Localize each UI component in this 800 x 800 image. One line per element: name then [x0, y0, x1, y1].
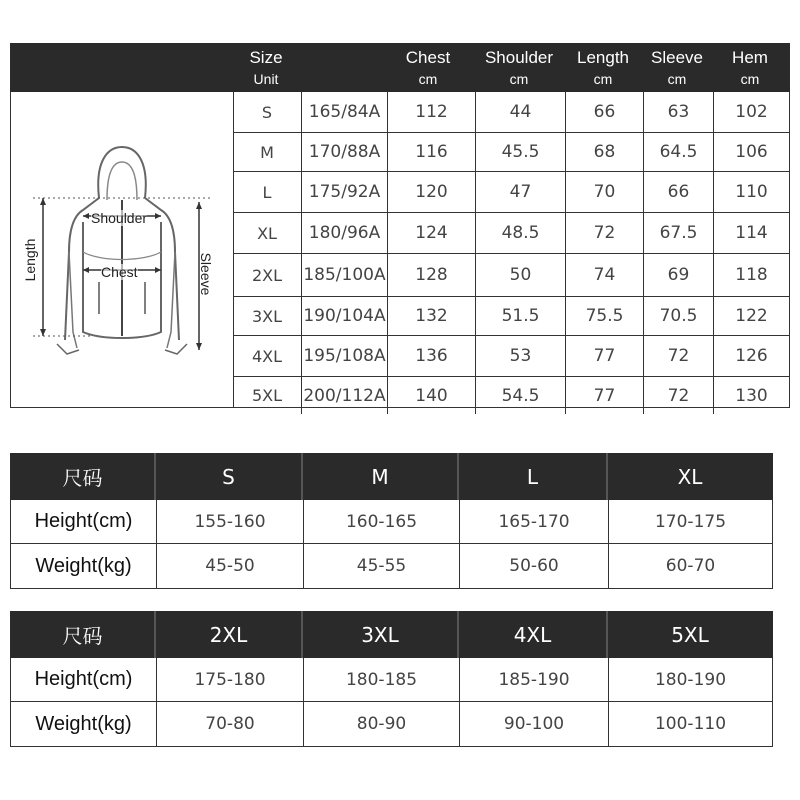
- fit-row-label: Height(cm): [34, 510, 133, 532]
- size-cell-sleeve: 67.5: [643, 213, 713, 253]
- fit-header-size: S: [222, 464, 235, 489]
- size-cell-shoulder: 54.5: [475, 377, 565, 414]
- fit-header-size: M: [371, 464, 389, 489]
- size-cell-sleeve: 70.5: [643, 297, 713, 335]
- fit-row-label: Weight(kg): [35, 712, 132, 735]
- fit-header-size: 3XL: [361, 622, 399, 647]
- fit-cell-weight: 70-80: [156, 702, 303, 746]
- fit-cell-weight: 45-50: [156, 544, 303, 588]
- fit-header-size-label: 尺码: [62, 624, 103, 648]
- size-cell-fit: 190/104A: [301, 297, 387, 335]
- size-cell-length: 75.5: [565, 297, 643, 335]
- size-cell-fit: 195/108A: [301, 336, 387, 376]
- header-shoulder: [474, 43, 564, 92]
- size-cell-length: 66: [565, 92, 643, 132]
- fit-cell-height: 175-180: [156, 658, 303, 701]
- size-cell-shoulder: 51.5: [475, 297, 565, 335]
- header-size: [232, 43, 300, 92]
- size-cell-hem: 102: [713, 92, 789, 132]
- size-cell-chest: 128: [387, 254, 475, 296]
- size-cell-fit: 180/96A: [301, 213, 387, 253]
- size-row: [233, 336, 789, 377]
- fit-cell-height: 165-170: [459, 500, 608, 543]
- size-cell-shoulder: 47: [475, 172, 565, 212]
- fit-header-size-label: 尺码: [62, 466, 103, 490]
- fit-cell-height: 160-165: [303, 500, 459, 543]
- size-cell-shoulder: 53: [475, 336, 565, 376]
- fit-cell-height: 180-185: [303, 658, 459, 701]
- header-unit-label: Unit: [253, 70, 279, 87]
- header-size-label: Size: [249, 47, 283, 67]
- size-row: [233, 377, 789, 414]
- size-row: [233, 92, 789, 133]
- header-shoulder-unit: cm: [509, 70, 529, 87]
- size-cell-hem: 106: [713, 133, 789, 171]
- header-chest-unit: cm: [418, 70, 438, 87]
- size-cell-shoulder: 48.5: [475, 213, 565, 253]
- size-cell-length: 68: [565, 133, 643, 171]
- size-chart-header: [10, 43, 790, 92]
- size-cell-size: 4XL: [251, 346, 283, 366]
- header-sleeve: [642, 43, 712, 92]
- fit-row-weight: [10, 544, 773, 589]
- fit-cell-height: 155-160: [156, 500, 303, 543]
- size-cell-hem: 126: [713, 336, 789, 376]
- fit-table-2: [10, 611, 773, 746]
- size-cell-chest: 124: [387, 213, 475, 253]
- size-chart-body: [10, 92, 790, 408]
- size-cell-sleeve: 64.5: [643, 133, 713, 171]
- fit-header-size: 4XL: [513, 622, 552, 647]
- size-cell-chest: 132: [387, 297, 475, 335]
- size-cell-chest: 136: [387, 336, 475, 376]
- fit-row-label: Height(cm): [34, 668, 133, 690]
- fit-row-height: [10, 500, 773, 544]
- size-cell-size: M: [260, 142, 274, 162]
- header-chest: [386, 43, 470, 92]
- size-cell-chest: 120: [387, 172, 475, 212]
- size-cell-shoulder: 50: [475, 254, 565, 296]
- size-cell-sleeve: 72: [643, 377, 713, 414]
- fit-cell-weight: 80-90: [303, 702, 459, 746]
- header-shoulder-label: Shoulder: [484, 47, 554, 67]
- size-row: [233, 254, 789, 297]
- size-cell-fit: 175/92A: [301, 172, 387, 212]
- size-cell-sleeve: 69: [643, 254, 713, 296]
- chest-label: Chest: [101, 264, 138, 280]
- size-cell-hem: 114: [713, 213, 789, 253]
- size-cell-chest: 112: [387, 92, 475, 132]
- fit-table-header: [10, 611, 773, 658]
- size-cell-sleeve: 63: [643, 92, 713, 132]
- fit-row-height: [10, 658, 773, 702]
- fit-row-weight: [10, 702, 773, 747]
- size-cell-fit: 200/112A: [301, 377, 387, 414]
- size-row: [233, 213, 789, 254]
- jacket-measurement-figure: [11, 92, 234, 407]
- size-cell-chest: 116: [387, 133, 475, 171]
- length-label: Length: [22, 238, 38, 282]
- header-hem: [712, 43, 788, 92]
- fit-header-size: L: [526, 464, 539, 489]
- header-hem-label: Hem: [732, 47, 768, 67]
- fit-table-header: [10, 453, 773, 500]
- size-cell-length: 74: [565, 254, 643, 296]
- size-cell-size: 2XL: [251, 265, 283, 285]
- size-cell-length: 77: [565, 377, 643, 414]
- size-cell-hem: 122: [713, 297, 789, 335]
- fit-cell-height: 180-190: [608, 658, 772, 701]
- size-chart-table: [10, 43, 790, 409]
- size-row: [233, 297, 789, 336]
- size-cell-hem: 130: [713, 377, 789, 414]
- size-cell-shoulder: 44: [475, 92, 565, 132]
- size-cell-size: XL: [257, 223, 277, 243]
- fit-header-size: 5XL: [671, 622, 709, 647]
- header-sleeve-unit: cm: [667, 70, 687, 87]
- fit-header-size: XL: [677, 464, 703, 489]
- size-cell-shoulder: 45.5: [475, 133, 565, 171]
- header-sleeve-label: Sleeve: [651, 47, 703, 67]
- fit-cell-weight: 45-55: [303, 544, 459, 588]
- size-cell-chest: 140: [387, 377, 475, 414]
- fit-cell-weight: 60-70: [608, 544, 772, 588]
- fit-cell-weight: 90-100: [459, 702, 608, 746]
- size-cell-hem: 118: [713, 254, 789, 296]
- fit-row-label: Weight(kg): [35, 554, 132, 577]
- size-cell-fit: 185/100A: [301, 254, 387, 296]
- fit-header-size: 2XL: [209, 622, 248, 647]
- header-length: [564, 43, 642, 92]
- size-cell-fit: 165/84A: [301, 92, 387, 132]
- fit-cell-weight: 100-110: [608, 702, 772, 746]
- size-cell-size: S: [261, 102, 273, 122]
- fit-table-1: [10, 453, 773, 588]
- size-cell-length: 77: [565, 336, 643, 376]
- size-cell-size: L: [262, 182, 272, 202]
- size-row: [233, 133, 789, 172]
- size-cell-hem: 110: [713, 172, 789, 212]
- size-row: [233, 172, 789, 213]
- header-length-unit: cm: [593, 70, 613, 87]
- fit-cell-height: 170-175: [608, 500, 772, 543]
- size-cell-sleeve: 72: [643, 336, 713, 376]
- header-chest-label: Chest: [405, 47, 451, 67]
- size-cell-size: 3XL: [251, 306, 283, 326]
- sleeve-label: Sleeve: [198, 252, 214, 296]
- shoulder-label: Shoulder: [91, 210, 148, 226]
- fit-cell-weight: 50-60: [459, 544, 608, 588]
- header-length-label: Length: [577, 47, 629, 67]
- size-cell-length: 70: [565, 172, 643, 212]
- header-hem-unit: cm: [740, 70, 760, 87]
- fit-cell-height: 185-190: [459, 658, 608, 701]
- size-cell-fit: 170/88A: [301, 133, 387, 171]
- size-cell-sleeve: 66: [643, 172, 713, 212]
- size-cell-size: 5XL: [251, 386, 283, 405]
- size-cell-length: 72: [565, 213, 643, 253]
